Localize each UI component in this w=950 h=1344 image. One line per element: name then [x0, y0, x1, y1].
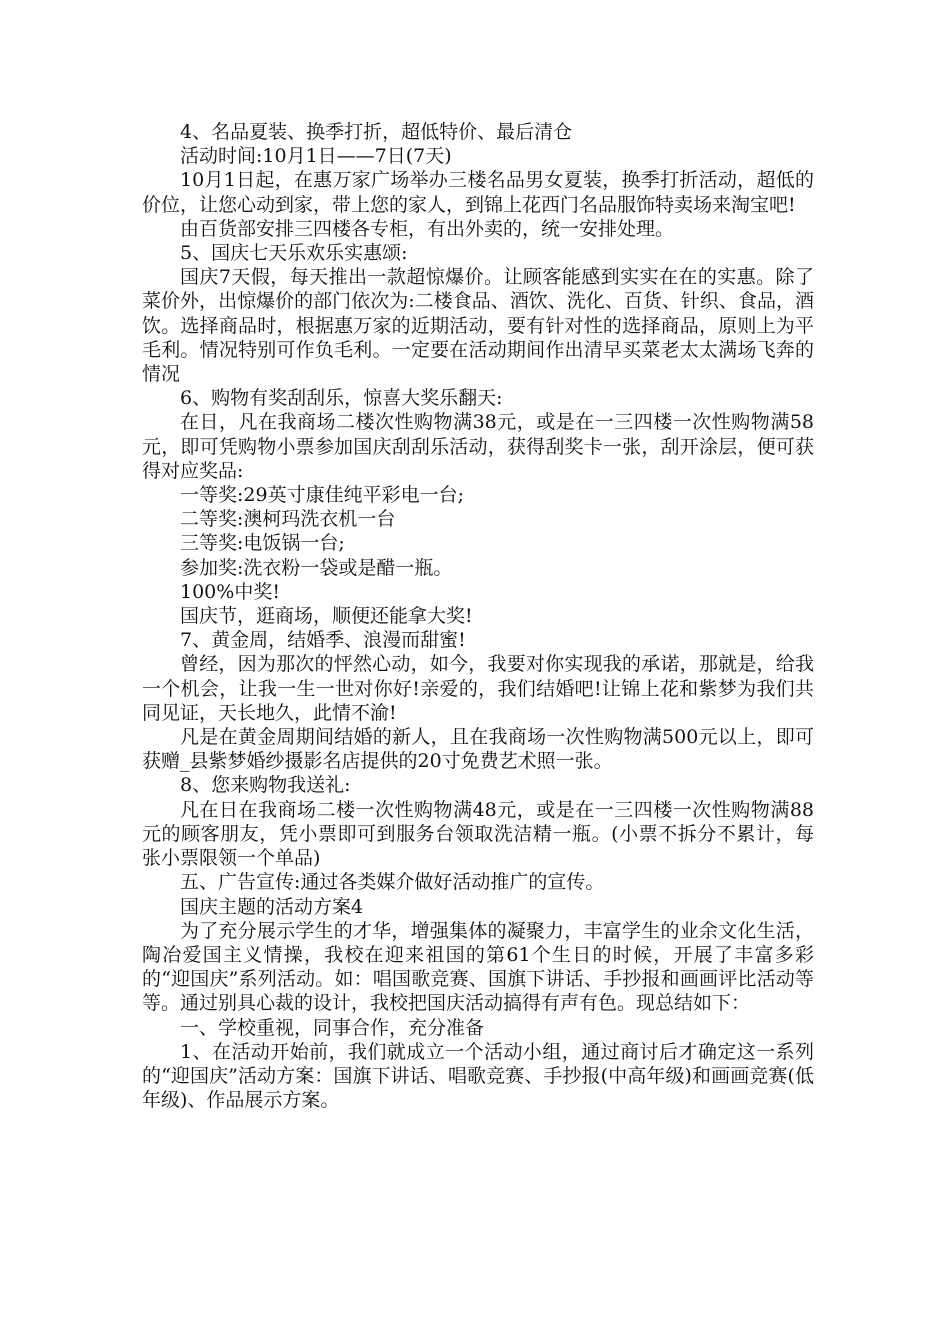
- paragraph: 1、在活动开始前，我们就成立一个活动小组，通过商讨后才确定这一系列的“迎国庆”活动方案：国旗下讲话、唱歌竞赛、手抄报(中高年级)和画画竞赛(低年级)、作品展示方案。: [142, 1040, 814, 1112]
- paragraph: 曾经，因为那次的怦然心动，如今，我要对你实现我的承诺，那就是，给我一个机会，让我一生一世对你好!亲爱的，我们结婚吧!让锦上花和紫梦为我们共同见证，天长地久，此情不渝!: [142, 653, 814, 724]
- paragraph: 三等奖:电饭锅一台;: [180, 532, 345, 555]
- paragraph: 活动时间:10月1日——7日(7天): [180, 145, 452, 168]
- paragraph: 参加奖:洗衣粉一袋或是醋一瓶。: [180, 556, 453, 579]
- paragraph: 8、您来购物我送礼:: [180, 774, 351, 797]
- paragraph: 为了充分展示学生的才华，增强集体的凝聚力，丰富学生的业余文化生活，陶冶爱国主义情操，我校在迎来祖国的第61个生日的时候，开展了丰富多彩的“迎国庆”系列活动。如：唱国歌竞赛、国旗下讲话、手抄报和画画评比活动等等。通过别具心裁的设计，我校把国庆活动搞得有声有色。现总结如下：: [142, 919, 814, 1015]
- paragraph: 4、名品夏装、换季打折，超低特价、最后清仓: [180, 121, 573, 143]
- section-heading: 国庆主题的活动方案4: [180, 895, 364, 918]
- paragraph: 五、广告宣传:通过各类媒介做好活动推广的宣传。: [180, 871, 605, 894]
- paragraph: 由百货部安排三四楼各专柜，有出外卖的，统一安排处理。: [180, 217, 675, 240]
- paragraph: 6、购物有奖刮刮乐，惊喜大奖乐翻天:: [180, 387, 503, 410]
- paragraph: 5、国庆七天乐欢乐实惠颂:: [180, 242, 408, 265]
- paragraph: 二等奖:澳柯玛洗衣机一台: [180, 508, 396, 531]
- paragraph: 100%中奖!: [180, 580, 280, 603]
- paragraph: 凡是在黄金周期间结婚的新人，且在我商场一次性购物满500元以上，即可获赠_县紫梦婚纱摄影名店提供的20寸免费艺术照一张。: [142, 726, 814, 773]
- document-body: [142, 120, 814, 1112]
- paragraph: 国庆节，逛商场，顺便还能拿大奖!: [180, 605, 473, 628]
- paragraph: 一等奖:29英寸康佳纯平彩电一台;: [180, 484, 464, 507]
- paragraph: 一、学校重视，同事合作，充分准备: [180, 1016, 485, 1039]
- paragraph: 在日，凡在我商场二楼次性购物满38元，或是在一三四楼一次性购物满58元，即可凭购物小票参加国庆刮刮乐活动，获得刮奖卡一张，刮开涂层，便可获得对应奖品:: [142, 411, 814, 482]
- paragraph: 7、黄金周，结婚季、浪漫而甜蜜!: [180, 629, 466, 652]
- paragraph: 10月1日起，在惠万家广场举办三楼名品男女夏装，换季打折活动，超低的价位，让您心动到家，带上您的家人，到锦上花西门名品服饰特卖场来淘宝吧!: [142, 169, 814, 216]
- paragraph: 凡在日在我商场二楼一次性购物满48元，或是在一三四楼一次性购物满88元的顾客朋友，凭小票即可到服务台领取洗洁精一瓶。(小票不拆分不累计，每张小票限领一个单品): [142, 798, 814, 870]
- paragraph: 国庆7天假，每天推出一款超惊爆价。让顾客能感到实实在在的实惠。除了菜价外，出惊爆价的部门依次为:二楼食品、酒饮、洗化、百货、针织、食品，酒饮。选择商品时，根据惠万家的近期活动，要有针对性的选择商品，原则上为平毛利。情况特别可作负毛利。一定要在活动期间作出清早买菜老太太满场飞奔的情况: [142, 266, 814, 386]
